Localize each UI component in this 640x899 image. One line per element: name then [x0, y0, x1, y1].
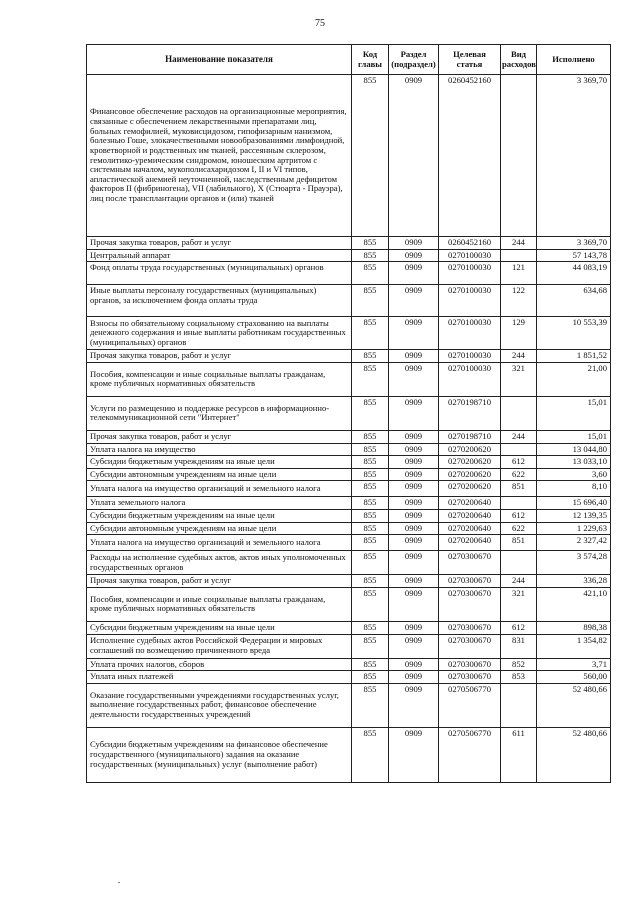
cell-amount: 15,01	[537, 396, 611, 430]
page-number: 75	[315, 18, 325, 29]
cell-code: 855	[352, 456, 389, 469]
cell-amount: 13 033,10	[537, 456, 611, 469]
table-row	[87, 551, 611, 575]
cell-amount: 3 574,28	[537, 551, 611, 575]
cell-section: 0909	[389, 510, 439, 523]
cell-exp-type: 611	[501, 727, 537, 782]
cell-code: 855	[352, 587, 389, 621]
cell-exp-type: 851	[501, 535, 537, 551]
table-row	[87, 587, 611, 621]
table-row	[87, 671, 611, 684]
cell-code: 855	[352, 317, 389, 350]
cell-section: 0909	[389, 443, 439, 456]
cell-section: 0909	[389, 497, 439, 510]
cell-article: 0270100030	[439, 362, 501, 396]
cell-name: Пособия, компенсации и иные социальные выплаты гражданам, кроме публичных нормативных обязательств	[87, 362, 352, 396]
cell-section: 0909	[389, 551, 439, 575]
cell-amount: 3,60	[537, 468, 611, 481]
table-row	[87, 285, 611, 317]
cell-article: 0270300670	[439, 634, 501, 658]
table-row	[87, 497, 611, 510]
cell-code: 855	[352, 396, 389, 430]
cell-name: Расходы на исполнение судебных актов, актов иных уполномоченных государственных органов	[87, 551, 352, 575]
table-row	[87, 683, 611, 727]
table-row	[87, 75, 611, 237]
cell-exp-type: 831	[501, 634, 537, 658]
cell-article: 0270198710	[439, 396, 501, 430]
cell-name: Субсидии бюджетным учреждениям на иные цели	[87, 621, 352, 634]
cell-name: Уплата прочих налогов, сборов	[87, 658, 352, 671]
cell-code: 855	[352, 510, 389, 523]
cell-name: Уплата налога на имущество организаций и земельного налога	[87, 481, 352, 497]
table-row	[87, 621, 611, 634]
cell-name: Услуги по размещению и поддержке ресурсов в информационно-телекоммуникационной сети "Интернет"	[87, 396, 352, 430]
cell-code: 855	[352, 350, 389, 363]
cell-article: 0270200620	[439, 456, 501, 469]
cell-name: Исполнение судебных актов Российской Федерации и мировых соглашений по возмещению причиненного вреда	[87, 634, 352, 658]
cell-exp-type: 244	[501, 430, 537, 443]
cell-section: 0909	[389, 575, 439, 588]
cell-code: 855	[352, 262, 389, 285]
cell-code: 855	[352, 535, 389, 551]
cell-section: 0909	[389, 430, 439, 443]
cell-article: 0270100030	[439, 249, 501, 262]
cell-amount: 1 229,63	[537, 522, 611, 535]
header-amount: Исполнено	[537, 45, 611, 75]
cell-code: 855	[352, 468, 389, 481]
cell-name: Прочая закупка товаров, работ и услуг	[87, 575, 352, 588]
cell-article: 0270200640	[439, 535, 501, 551]
cell-amount: 21,00	[537, 362, 611, 396]
cell-exp-type	[501, 551, 537, 575]
cell-section: 0909	[389, 671, 439, 684]
cell-name: Субсидии автономным учреждениям на иные цели	[87, 468, 352, 481]
cell-exp-type: 121	[501, 262, 537, 285]
cell-article: 0270200620	[439, 443, 501, 456]
cell-name: Пособия, компенсации и иные социальные выплаты гражданам, кроме публичных нормативных обязательств	[87, 587, 352, 621]
cell-amount: 15 696,40	[537, 497, 611, 510]
cell-amount: 560,00	[537, 671, 611, 684]
cell-name: Центральный аппарат	[87, 249, 352, 262]
table-row	[87, 443, 611, 456]
cell-section: 0909	[389, 481, 439, 497]
cell-article: 0270300670	[439, 658, 501, 671]
cell-section: 0909	[389, 587, 439, 621]
cell-article: 0260452160	[439, 75, 501, 237]
cell-section: 0909	[389, 621, 439, 634]
cell-article: 0270506770	[439, 727, 501, 782]
cell-amount: 3 369,70	[537, 237, 611, 250]
table-row	[87, 317, 611, 350]
cell-code: 855	[352, 443, 389, 456]
cell-code: 855	[352, 75, 389, 237]
cell-exp-type: 622	[501, 468, 537, 481]
cell-code: 855	[352, 658, 389, 671]
cell-name: Фонд оплаты труда государственных (муниципальных) органов	[87, 262, 352, 285]
cell-article: 0270198710	[439, 430, 501, 443]
cell-article: 0270200640	[439, 497, 501, 510]
cell-code: 855	[352, 575, 389, 588]
cell-code: 855	[352, 497, 389, 510]
table-row	[87, 535, 611, 551]
cell-exp-type	[501, 249, 537, 262]
table-row	[87, 262, 611, 285]
cell-name: Уплата налога на имущество организаций и земельного налога	[87, 535, 352, 551]
cell-section: 0909	[389, 317, 439, 350]
cell-exp-type: 244	[501, 575, 537, 588]
cell-article: 0260452160	[439, 237, 501, 250]
table-row	[87, 468, 611, 481]
cell-exp-type	[501, 75, 537, 237]
cell-code: 855	[352, 634, 389, 658]
cell-article: 0270200620	[439, 468, 501, 481]
cell-exp-type	[501, 396, 537, 430]
header-article: Целевая статья	[439, 45, 501, 75]
table-row	[87, 396, 611, 430]
cell-exp-type: 122	[501, 285, 537, 317]
cell-name: Уплата иных платежей	[87, 671, 352, 684]
cell-name: Прочая закупка товаров, работ и услуг	[87, 430, 352, 443]
cell-name: Прочая закупка товаров, работ и услуг	[87, 350, 352, 363]
cell-article: 0270300670	[439, 551, 501, 575]
cell-section: 0909	[389, 468, 439, 481]
cell-amount: 52 480,66	[537, 683, 611, 727]
cell-name: Субсидии автономным учреждениям на иные цели	[87, 522, 352, 535]
cell-article: 0270300670	[439, 575, 501, 588]
cell-exp-type	[501, 683, 537, 727]
cell-name: Уплата налога на имущество	[87, 443, 352, 456]
cell-exp-type: 622	[501, 522, 537, 535]
cell-section: 0909	[389, 237, 439, 250]
cell-exp-type: 851	[501, 481, 537, 497]
cell-exp-type: 853	[501, 671, 537, 684]
cell-section: 0909	[389, 249, 439, 262]
cell-amount: 8,10	[537, 481, 611, 497]
cell-name: Прочая закупка товаров, работ и услуг	[87, 237, 352, 250]
cell-exp-type	[501, 443, 537, 456]
cell-code: 855	[352, 522, 389, 535]
cell-code: 855	[352, 430, 389, 443]
cell-section: 0909	[389, 75, 439, 237]
table-row	[87, 510, 611, 523]
cell-article: 0270100030	[439, 317, 501, 350]
cell-amount: 421,10	[537, 587, 611, 621]
table-row	[87, 481, 611, 497]
cell-amount: 10 553,39	[537, 317, 611, 350]
cell-amount: 1 851,52	[537, 350, 611, 363]
cell-name: Взносы по обязательному социальному страхованию на выплаты денежного содержания и иные выплаты работникам государственных (муниципальных) органов	[87, 317, 352, 350]
cell-section: 0909	[389, 535, 439, 551]
cell-amount: 57 143,78	[537, 249, 611, 262]
cell-exp-type: 612	[501, 621, 537, 634]
table-row	[87, 658, 611, 671]
cell-article: 0270200620	[439, 481, 501, 497]
cell-exp-type: 244	[501, 350, 537, 363]
table-row	[87, 575, 611, 588]
cell-section: 0909	[389, 396, 439, 430]
cell-article: 0270200640	[439, 510, 501, 523]
cell-article: 0270100030	[439, 350, 501, 363]
cell-exp-type: 244	[501, 237, 537, 250]
table-row	[87, 727, 611, 782]
cell-amount: 44 083,19	[537, 262, 611, 285]
cell-section: 0909	[389, 262, 439, 285]
cell-amount: 3 369,70	[537, 75, 611, 237]
table-row	[87, 237, 611, 250]
cell-article: 0270300670	[439, 621, 501, 634]
cell-code: 855	[352, 683, 389, 727]
cell-amount: 1 354,82	[537, 634, 611, 658]
cell-name: Субсидии бюджетным учреждениям на иные цели	[87, 510, 352, 523]
scan-speck	[118, 882, 120, 883]
cell-code: 855	[352, 249, 389, 262]
table-row	[87, 249, 611, 262]
cell-section: 0909	[389, 522, 439, 535]
budget-execution-table	[86, 44, 611, 783]
cell-section: 0909	[389, 350, 439, 363]
cell-article: 0270300670	[439, 587, 501, 621]
cell-code: 855	[352, 285, 389, 317]
cell-code: 855	[352, 671, 389, 684]
cell-amount: 13 044,80	[537, 443, 611, 456]
cell-code: 855	[352, 237, 389, 250]
cell-code: 855	[352, 362, 389, 396]
header-exp-type: Вид расходов	[501, 45, 537, 75]
cell-exp-type	[501, 497, 537, 510]
cell-amount: 15,01	[537, 430, 611, 443]
cell-code: 855	[352, 727, 389, 782]
cell-article: 0270100030	[439, 285, 501, 317]
cell-section: 0909	[389, 658, 439, 671]
cell-name: Иные выплаты персоналу государственных (муниципальных) органов, за исключением фонда оплаты труда	[87, 285, 352, 317]
cell-exp-type: 321	[501, 362, 537, 396]
cell-code: 855	[352, 551, 389, 575]
cell-name: Субсидии бюджетным учреждениям на иные цели	[87, 456, 352, 469]
cell-section: 0909	[389, 285, 439, 317]
table-row	[87, 362, 611, 396]
cell-article: 0270200640	[439, 522, 501, 535]
cell-name: Субсидии бюджетным учреждениям на финансовое обеспечение государственного (муниципального) задания на оказание государственных (муниципальных) услуг (выполнение работ)	[87, 727, 352, 782]
cell-exp-type: 321	[501, 587, 537, 621]
cell-section: 0909	[389, 634, 439, 658]
table-row	[87, 456, 611, 469]
cell-amount: 52 480,66	[537, 727, 611, 782]
cell-amount: 634,68	[537, 285, 611, 317]
header-section: Раздел (подраздел)	[389, 45, 439, 75]
cell-amount: 336,28	[537, 575, 611, 588]
cell-section: 0909	[389, 683, 439, 727]
cell-exp-type: 129	[501, 317, 537, 350]
table-row	[87, 350, 611, 363]
cell-code: 855	[352, 621, 389, 634]
cell-amount: 898,38	[537, 621, 611, 634]
cell-name: Финансовое обеспечение расходов на организационные мероприятия, связанные с обеспечением лекарственными препаратами лиц, больных гемофилией, муковисцидозом, гипофизарным нанизмом, болезнью Гоше, злокачественными новообразованиями лимфоидной, кроветворной и родственных им тканей, рассеянным склерозом, гемолитико-уремическим синдромом, юношеским артритом с системным началом, мукополисахаридозом I, II и VI типов, апластической анемией неуточненной, наследственным дефицитом факторов II (фибриногена), VII (лабильного), X (Стюарта - Прауэра), лиц после трансплантации органов и (или) тканей	[87, 75, 352, 237]
cell-amount: 2 327,42	[537, 535, 611, 551]
cell-article: 0270506770	[439, 683, 501, 727]
cell-name: Оказание государственными учреждениями государственных услуг, выполнение государственных работ, финансовое обеспечение деятельности государственных учреждений	[87, 683, 352, 727]
cell-section: 0909	[389, 362, 439, 396]
cell-exp-type: 612	[501, 456, 537, 469]
table-row	[87, 634, 611, 658]
cell-section: 0909	[389, 456, 439, 469]
table-row	[87, 522, 611, 535]
cell-section: 0909	[389, 727, 439, 782]
table-row	[87, 430, 611, 443]
cell-name: Уплата земельного налога	[87, 497, 352, 510]
cell-amount: 3,71	[537, 658, 611, 671]
header-name: Наименование показателя	[87, 45, 352, 75]
cell-article: 0270100030	[439, 262, 501, 285]
cell-amount: 12 139,35	[537, 510, 611, 523]
header-code: Код главы	[352, 45, 389, 75]
cell-article: 0270300670	[439, 671, 501, 684]
cell-exp-type: 612	[501, 510, 537, 523]
table-header-row	[87, 45, 611, 75]
cell-exp-type: 852	[501, 658, 537, 671]
cell-code: 855	[352, 481, 389, 497]
